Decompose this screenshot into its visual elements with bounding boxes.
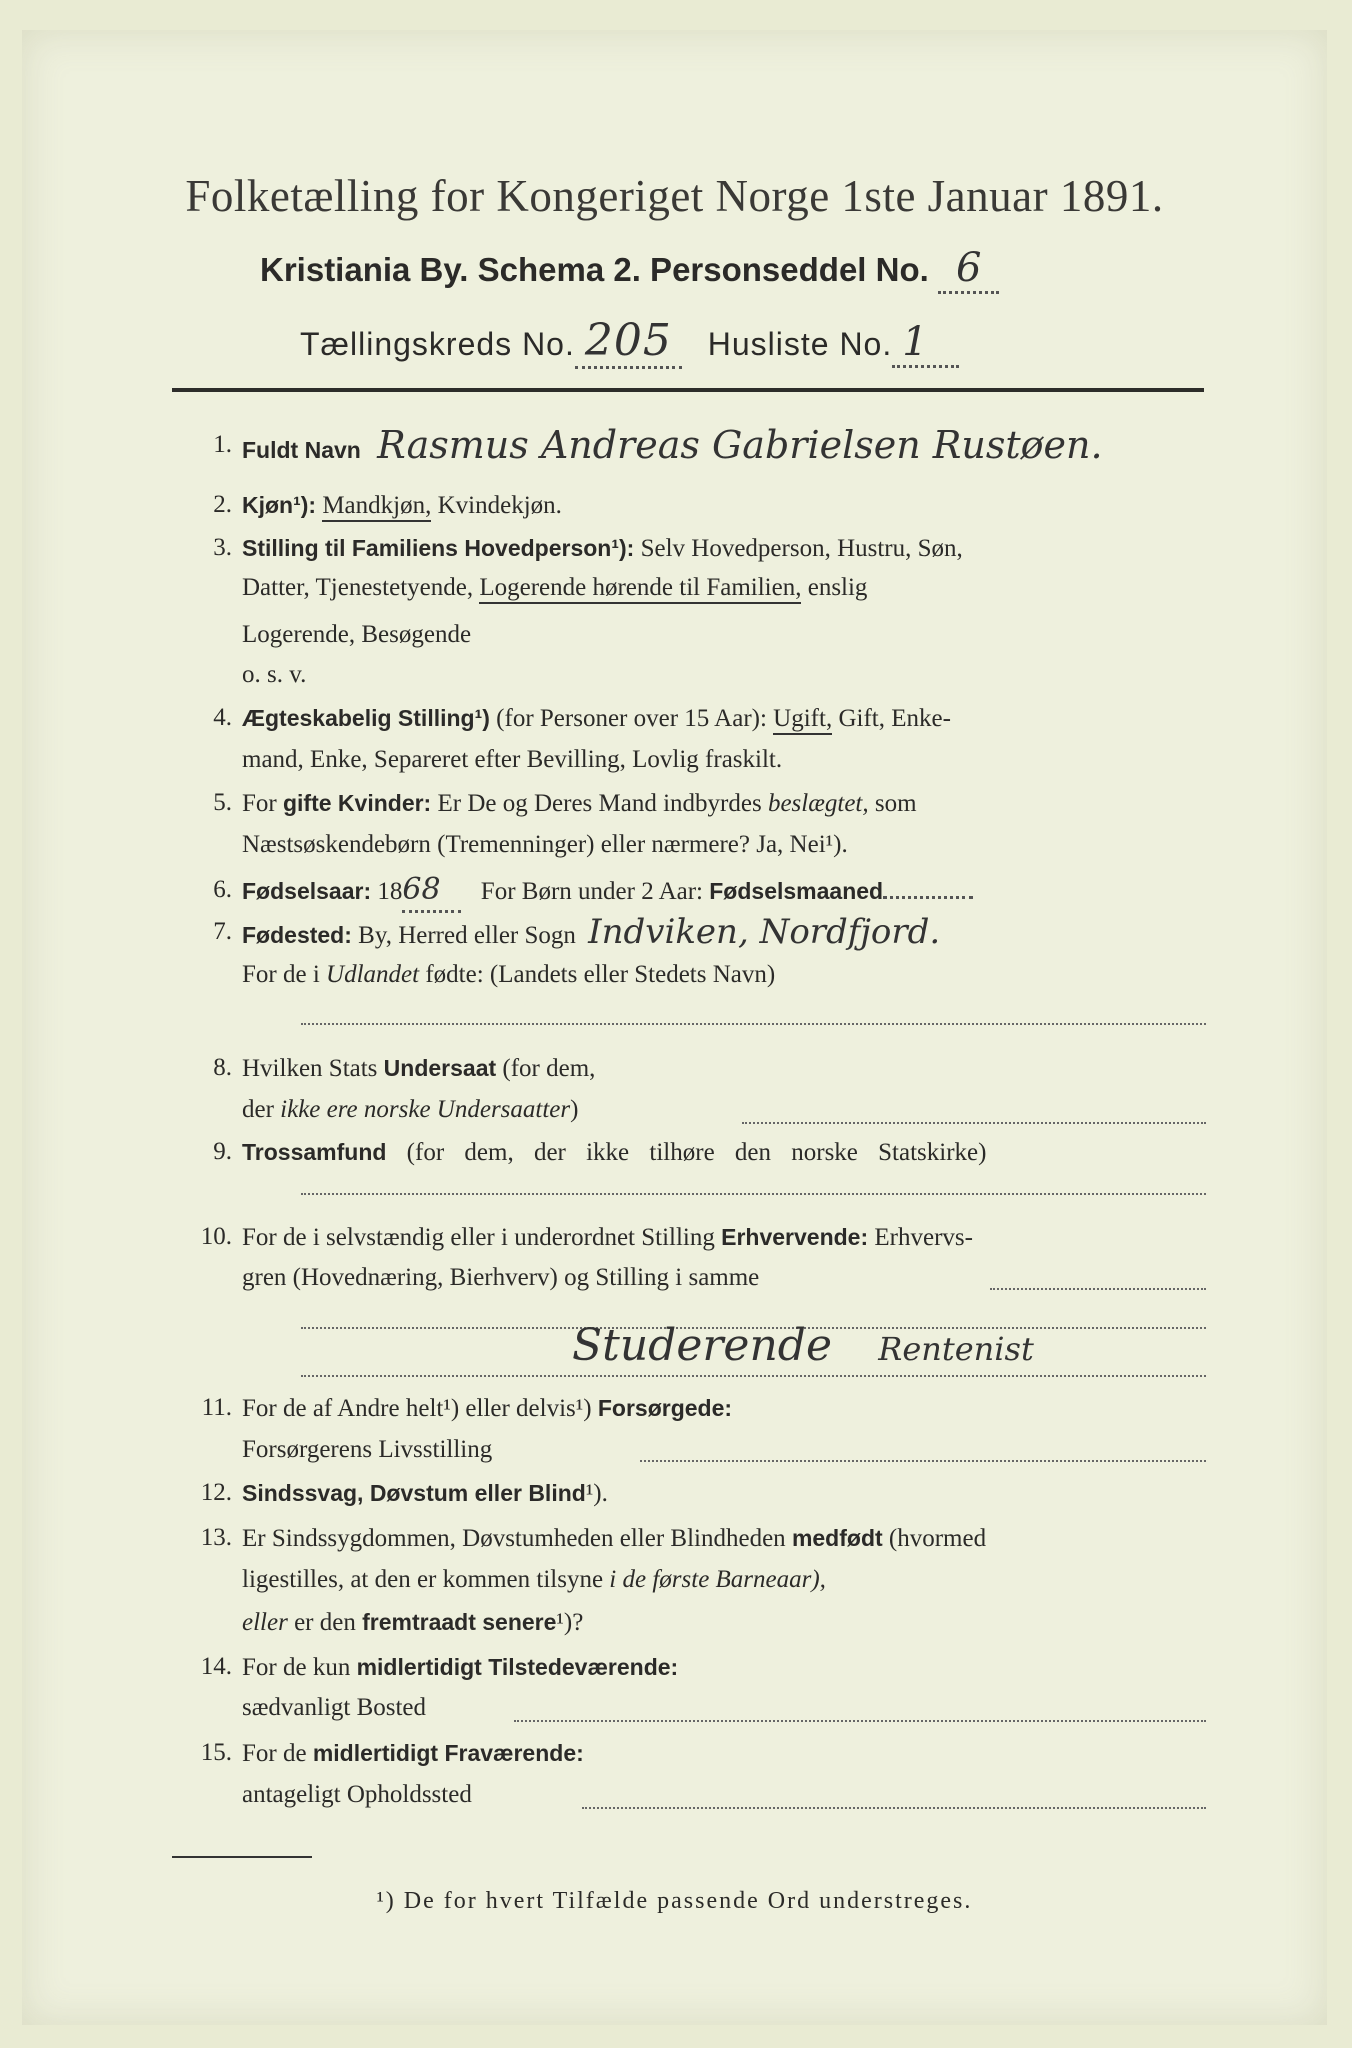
district-label: Tællingskreds No. [300, 326, 575, 362]
item-number: 11. [201, 1394, 232, 1421]
religion-label: Trossamfund [242, 1139, 387, 1165]
abroad-note: fødte: (Landets eller Stedets Navn) [425, 961, 776, 988]
birth-year-label: Fødselsaar: [242, 878, 372, 904]
item-number: 2. [213, 491, 232, 518]
full-name-label: Fuldt Navn [242, 437, 361, 463]
husliste-label: Husliste No. [707, 326, 893, 362]
family-position-label: Stilling til Familiens Hovedperson¹): [242, 535, 635, 561]
dependents-note: For de af Andre helt¹) eller delvis¹) [242, 1395, 592, 1422]
header-rule [172, 388, 1204, 392]
family-position-options-4: Logerende, Besøgende [242, 621, 472, 648]
abroad-label: Udlandet [326, 961, 420, 988]
item-number: 7. [213, 918, 232, 945]
congenital-note-3: er den [294, 1609, 356, 1636]
married-women-related: beslægtet, [767, 790, 869, 817]
disability-label: Sindssvag, Døvstum eller Blind [242, 1480, 586, 1506]
marital-status-note: (for Personer over 15 Aar): [496, 705, 767, 732]
marital-status-label: Ægteskabelig Stilling¹) [242, 705, 490, 731]
occupation-note-2: gren (Hovednæring, Bierhverv) og Stilling i samme [242, 1264, 760, 1291]
married-women-question: Er De og Deres Mand indbyrdes [437, 790, 762, 817]
usual-residence-fill-line [514, 1720, 1206, 1722]
birthplace-value: Indviken, Nordfjord. [588, 912, 941, 952]
occupation-note-b: Erhvervs- [874, 1224, 973, 1251]
family-position-options-3: enslig [807, 574, 868, 601]
disability-suffix: ¹). [585, 1480, 608, 1507]
probable-residence-label: antageligt Opholdssted [242, 1781, 472, 1808]
religion-fill-line [301, 1193, 1206, 1195]
usual-residence-label: sædvanligt Bosted [242, 1694, 427, 1721]
district-number: 205 [575, 315, 682, 369]
item-number: 14. [200, 1653, 232, 1680]
temp-present-label: midlertidigt Tilstedeværende: [356, 1654, 679, 1680]
provider-label: Forsørgerens Livsstilling [242, 1436, 493, 1463]
occupation-value: Studerende [572, 1320, 832, 1371]
item-number: 9. [213, 1138, 232, 1165]
abroad-fill-line [301, 1023, 1206, 1025]
birth-month-note: For Børn under 2 Aar: [480, 878, 703, 905]
probable-residence-fill-line [582, 1807, 1206, 1809]
provider-fill-line [640, 1460, 1206, 1462]
birth-month-label: Fødselsmaaned [709, 878, 884, 904]
birth-year-prefix: 18 [377, 878, 403, 905]
schema-line [260, 245, 999, 294]
birthplace-label: Fødested: [242, 922, 352, 948]
family-position-etc: o. s. v. [242, 661, 307, 688]
temp-absent-prefix: For de [242, 1740, 307, 1767]
birthplace-note: By, Herred eller Sogn [358, 922, 576, 949]
abroad-prefix: For de i [242, 961, 320, 988]
occupation-label: Erhvervende: [721, 1224, 869, 1250]
nationality-fill-line [742, 1122, 1206, 1124]
item-number: 15. [200, 1739, 232, 1766]
congenital-note-2i: i de første Barneaar), [609, 1566, 826, 1593]
footnote: ¹) De for hvert Tilfælde passende Ord understreges. [376, 1888, 973, 1914]
item-number: 5. [213, 789, 232, 816]
temp-absent-label: midlertidigt Fraværende: [312, 1740, 584, 1766]
item-number: 3. [213, 534, 232, 561]
husliste-number: 1 [892, 319, 958, 368]
nationality-label: Undersaat [383, 1055, 497, 1081]
gender-option-male: Mandkjøn, [322, 492, 431, 522]
nationality-note-2b: ) [570, 1096, 579, 1123]
congenital-note: Er Sindssygdommen, Døvstumheden eller Blindheden [242, 1525, 786, 1552]
item-number: 6. [213, 876, 232, 903]
form-title: Folketælling for Kongeriget Norge 1ste Januar 1891. [185, 171, 1164, 221]
nationality-note-2i: ikke ere norske Undersaatter [280, 1096, 571, 1123]
congenital-note-2: ligestilles, at den er kommen tilsyne [242, 1566, 604, 1593]
nationality-note: (for dem, [502, 1055, 596, 1082]
item-number: 8. [213, 1054, 232, 1081]
item-number: 10. [200, 1223, 232, 1250]
marital-status-options-2: mand, Enke, Separeret efter Bevilling, Lovlig fraskilt. [242, 746, 783, 773]
census-form [22, 30, 1327, 2025]
married-women-question-2: Næstsøskendebørn (Tremenninger) eller nærmere? Ja, Nei¹). [242, 831, 848, 858]
dependents-label: Forsørgede: [597, 1395, 733, 1421]
occupation-note: For de i selvstændig eller i underordnet Stilling [242, 1224, 715, 1251]
item-number: 13. [200, 1524, 232, 1551]
item-number: 12. [200, 1479, 232, 1506]
marital-status-options-1: Gift, Enke- [838, 705, 951, 732]
gender-label: Kjøn¹): [242, 492, 317, 518]
gender-option-female: Kvindekjøn. [437, 492, 562, 519]
footnote-rule [172, 1856, 312, 1858]
personseddel-number: 6 [938, 245, 999, 294]
full-name-value: Rasmus Andreas Gabrielsen Rustøen. [377, 423, 1103, 467]
occupation-fill-line-1 [990, 1288, 1206, 1290]
married-women-label: gifte Kvinder: [282, 790, 432, 816]
family-position-options-2: Datter, Tjenestetyende, [242, 574, 474, 601]
married-women-prefix: For [242, 790, 277, 817]
occupation-fill-line-3 [301, 1375, 1206, 1377]
district-line [300, 315, 959, 369]
later-onset-label: fremtraadt senere [362, 1609, 557, 1635]
congenital-label: medfødt [791, 1525, 883, 1551]
schema-line-prefix: Kristiania By. Schema 2. Personseddel No. [260, 251, 929, 288]
congenital-note-b: (hvormed [888, 1525, 987, 1552]
married-women-som: som [874, 790, 917, 817]
marital-status-selected: Ugift, [773, 705, 832, 735]
family-position-selected: Logerende hørende til Familien, [479, 574, 801, 604]
nationality-prefix: Hvilken Stats [242, 1055, 378, 1082]
birth-month-value [883, 896, 973, 899]
item-number: 1. [213, 431, 232, 458]
occupation-value-2: Rentenist [878, 1330, 1034, 1368]
birth-year-value: 68 [402, 870, 460, 913]
congenital-note-3i: eller [242, 1609, 288, 1636]
religion-note: (for dem, der ikke tilhøre den norske Statskirke) [406, 1139, 987, 1166]
item-number: 4. [213, 704, 232, 731]
family-position-options-1: Selv Hovedperson, Hustru, Søn, [640, 535, 963, 562]
later-onset-suffix: ¹)? [556, 1609, 584, 1636]
temp-present-prefix: For de kun [242, 1654, 351, 1681]
nationality-note-2a: der [242, 1096, 274, 1123]
